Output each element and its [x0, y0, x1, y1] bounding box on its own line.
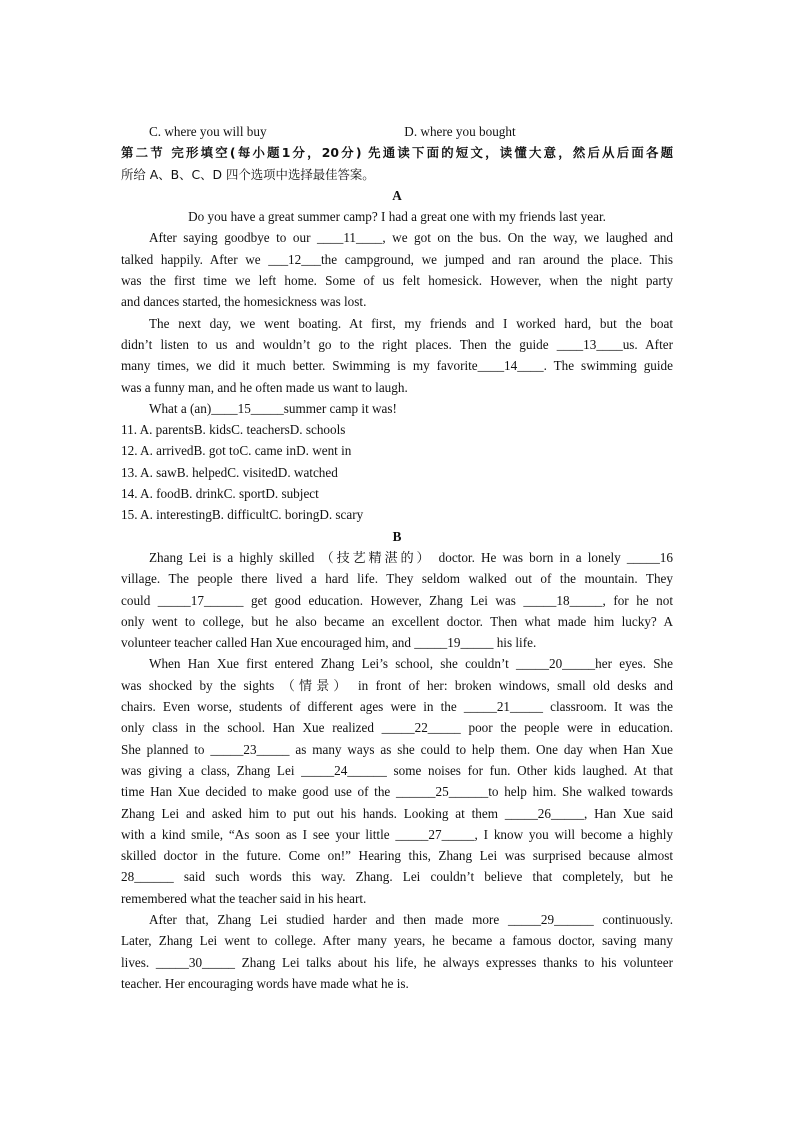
passage-a-line: talked happily. After we ___12___the campground, we jumped and ran around the place. This [121, 251, 673, 267]
passage-b-line: Later, Zhang Lei went to college. After many years, he became a famous doctor, saving many [121, 933, 673, 949]
option-cell: D. watched [277, 464, 338, 480]
exam-page [121, 121, 673, 994]
passage-b-line: village. The people there lived a hard life. They seldom walked out of the mountain. They [121, 571, 673, 587]
passage-a-line: After saying goodbye to our ____11____, we got on the bus. On the way, we laughed and [149, 230, 673, 246]
option-cell: B. kids [193, 422, 232, 438]
passage-a-line: Do you have a great summer camp? I had a great one with my friends last year. [188, 209, 606, 225]
option-cell: B. difficult [211, 507, 270, 523]
option-cell: D. subject [265, 486, 319, 502]
options-a-table [121, 419, 673, 525]
option-cell: D. schools [289, 422, 346, 438]
passage-a-line: What a (an)____15_____summer camp it was! [149, 400, 397, 416]
option-row [121, 440, 673, 461]
passage-b-line: Zhang Lei and asked him to put out his hands. Looking at them _____26_____, Han Xue said [121, 805, 673, 821]
option-cell: B. helped [176, 464, 228, 480]
passage-b-line: could _____17______ get good education. However, Zhang Lei was _____18_____, for he not [121, 592, 673, 608]
option-row [121, 419, 673, 440]
option-cell: 12. A. arrived [121, 443, 194, 459]
passage-b-line: Zhang Lei is a highly skilled （技艺精湛的） doctor. He was born in a lonely _____16 [149, 549, 673, 565]
passage-b-line: volunteer teacher called Han Xue encouraged him, and _____19_____ his life. [121, 635, 537, 651]
passage-a-line: many times, we did it much better. Swimming is my favorite____14____. The swimming guide [121, 358, 673, 374]
option-cell: 14. A. food [121, 486, 181, 502]
passage-b-line: only class in the school. Han Xue realized _____22_____ poor the people were in education. [121, 720, 673, 736]
passage-b-line: time Han Xue decided to make good use of the ______25______to help him. She walked towards [121, 784, 673, 800]
option-cell: C. sport [223, 486, 266, 502]
passage-b-line: remembered what the teacher said in his heart. [121, 890, 367, 906]
option-c: C. where you will buy [149, 124, 267, 139]
option-cell: C. boring [269, 507, 320, 523]
passage-b-line: was giving a class, Zhang Lei _____24______ some noises for fun. Other kids laughed. At that [121, 762, 673, 778]
passage-b-line: only went to college, but he also became an excellent doctor. Then what made him lucky? A [121, 613, 673, 629]
option-cell: D. scary [319, 507, 364, 523]
option-cell: B. drink [180, 486, 224, 502]
option-cell: D. went in [296, 443, 352, 459]
passage-a-title: A [392, 187, 402, 203]
passage-b-line: chairs. Even worse, students of different ages were in the _____21_____ classroom. It was the [121, 699, 673, 715]
option-cell: 15. A. interesting [121, 507, 212, 523]
passage-a-line: and dances started, the homesickness was lost. [121, 294, 367, 310]
option-cell: C. came in [239, 443, 297, 459]
passage-b-line: 28______ said such words this way. Zhang. Lei couldn’t believe that completely, but he [121, 869, 673, 885]
passage-a-line: didn’t listen to us and wouldn’t go to the right places. Then the guide ____13____us. After [121, 336, 673, 352]
option-cell: B. got to [193, 443, 240, 459]
passage-b-line: After that, Zhang Lei studied harder and then made more _____29______ continuously. [149, 911, 673, 927]
passage-b-line: teacher. Her encouraging words have made what he is. [121, 975, 409, 991]
option-cell: C. teachers [231, 422, 290, 438]
option-d: D. where you bought [404, 124, 516, 139]
passage-b-line: She planned to _____23_____ as many ways as she could to help them. One day when Han Xue [121, 741, 673, 757]
option-cell: 13. A. saw [121, 464, 177, 480]
option-row [121, 483, 673, 504]
passage-b-line: lives. _____30_____ Zhang Lei talks about his life, he always expresses thanks to his volunteer [121, 954, 673, 970]
section-heading: 第二节 完形填空(每小题1分，20分) 先通读下面的短文，读懂大意，然后从后面各题 [121, 145, 673, 161]
passage-a-line: was a funny man, and he often made us want to laugh. [121, 379, 408, 395]
top-options-row [121, 121, 673, 142]
passage-b-line: When Han Xue first entered Zhang Lei’s school, she couldn’t _____20_____her eyes. She [149, 656, 673, 672]
option-row [121, 462, 673, 483]
passage-b-line: skilled doctor in the future. Come on!” Hearing this, Zhang Lei was surprised because almost [121, 848, 673, 864]
passage-a-line: was the first time we left home. Some of us felt homesick. However, when the night party [121, 273, 673, 289]
option-cell: 11. A. parents [121, 422, 194, 438]
passage-a-line: The next day, we went boating. At first, my friends and I worked hard, but the boat [149, 315, 673, 331]
passage-b-line: with a kind smile, “As soon as I see your little _____27_____, I know you will become a highly [121, 826, 673, 842]
passage-b-title: B [392, 528, 402, 544]
option-cell: C. visited [227, 464, 278, 480]
section-instructions: 所给 A、B、C、D 四个选项中选择最佳答案。 [121, 166, 375, 182]
option-row [121, 504, 673, 525]
passage-b-line: was shocked by the sights （情景） in front of her: broken windows, small old desks and [121, 677, 673, 693]
